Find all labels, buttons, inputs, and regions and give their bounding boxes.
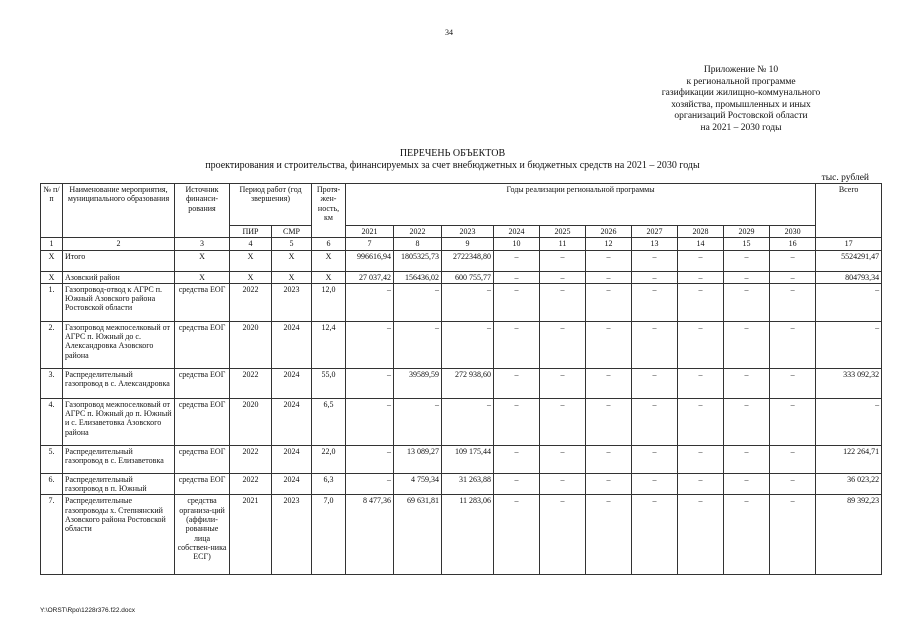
column-number: 7 <box>346 238 394 250</box>
table-cell: – <box>540 368 586 398</box>
table-cell: – <box>346 321 394 368</box>
header-year: 2027 <box>632 226 678 238</box>
column-number: 14 <box>678 238 724 250</box>
table-cell: Распределительные газопроводы х. Степнянский Азовского района Ростовской области <box>63 495 175 575</box>
table-cell: Распределительный газопровод в с. Александровка <box>63 368 175 398</box>
table-cell: – <box>394 283 442 321</box>
table-cell: – <box>816 321 882 368</box>
table-cell: – <box>346 398 394 445</box>
table-cell: 7,0 <box>312 495 346 575</box>
table-cell: – <box>540 445 586 473</box>
table-cell: – <box>724 321 770 368</box>
table-cell: – <box>540 250 586 271</box>
table-cell: Х <box>312 271 346 283</box>
table-cell: – <box>586 368 632 398</box>
table-cell: – <box>586 321 632 368</box>
table-cell: – <box>724 473 770 495</box>
table-cell: – <box>346 473 394 495</box>
table-cell: – <box>394 398 442 445</box>
table-cell: 4 759,34 <box>394 473 442 495</box>
table-cell: – <box>586 495 632 575</box>
table-cell: – <box>586 271 632 283</box>
table-row <box>41 283 882 321</box>
table-cell: – <box>724 445 770 473</box>
table-cell: – <box>770 495 816 575</box>
table-cell: – <box>632 321 678 368</box>
table-cell: Х <box>230 271 272 283</box>
column-number: 9 <box>442 238 494 250</box>
table-cell: Х <box>312 250 346 271</box>
table-cell: 27 037,42 <box>346 271 394 283</box>
column-number: 11 <box>540 238 586 250</box>
table-row <box>41 250 882 271</box>
table-cell: 5. <box>41 445 63 473</box>
column-number: 10 <box>494 238 540 250</box>
table-cell: – <box>586 398 632 445</box>
table-row <box>41 368 882 398</box>
table-cell: 122 264,71 <box>816 445 882 473</box>
table-cell: 2021 <box>230 495 272 575</box>
table-cell: 2. <box>41 321 63 368</box>
table-cell: 3. <box>41 368 63 398</box>
header-smr: СМР <box>272 226 312 238</box>
column-number: 13 <box>632 238 678 250</box>
column-number: 1 <box>41 238 63 250</box>
table-cell: средства организа-ций (аффили-рованные лица собствен-ника ЕСГ) <box>175 495 230 575</box>
table-cell: – <box>632 473 678 495</box>
table-cell: Х <box>272 250 312 271</box>
header-year: 2028 <box>678 226 724 238</box>
table-row <box>41 271 882 283</box>
header-year: 2023 <box>442 226 494 238</box>
table-cell: 6,3 <box>312 473 346 495</box>
table-cell: – <box>442 283 494 321</box>
appendix-line: газификации жилищно-коммунального <box>661 88 821 98</box>
table-cell: 39589,59 <box>394 368 442 398</box>
table-row <box>41 321 882 368</box>
table-cell: 55,0 <box>312 368 346 398</box>
table-cell: Х <box>230 250 272 271</box>
table-cell: 156436,02 <box>394 271 442 283</box>
table-cell: Итого <box>63 250 175 271</box>
table-cell: – <box>494 445 540 473</box>
column-number: 12 <box>586 238 632 250</box>
header-name: Наименование мероприятия, муниципального образования <box>63 184 175 238</box>
table-cell: Газопровод межпоселковый от АГРС п. Южный до с. Александровка Азовского района <box>63 321 175 368</box>
table-cell: – <box>678 368 724 398</box>
table-cell: – <box>678 321 724 368</box>
table-cell: – <box>632 271 678 283</box>
table-cell: – <box>770 473 816 495</box>
appendix-note <box>621 65 861 134</box>
unit-label: тыс. рублей <box>821 173 869 183</box>
page-number: 34 <box>445 28 453 37</box>
title-main: ПЕРЕЧЕНЬ ОБЪЕКТОВ <box>399 148 506 159</box>
table-cell: 2024 <box>272 321 312 368</box>
table-cell: – <box>540 321 586 368</box>
table-cell: – <box>770 271 816 283</box>
table-cell: – <box>540 271 586 283</box>
table-cell: 12,0 <box>312 283 346 321</box>
table-cell: – <box>770 283 816 321</box>
table-cell: – <box>346 368 394 398</box>
table-cell: – <box>540 473 586 495</box>
header-year: 2021 <box>346 226 394 238</box>
table-cell: 5524291,47 <box>816 250 882 271</box>
table-cell: 2022 <box>230 368 272 398</box>
appendix-line: организаций Ростовской области <box>674 111 808 121</box>
appendix-line: к региональной программе <box>686 76 796 87</box>
table-cell: средства ЕОГ <box>175 368 230 398</box>
table-cell: – <box>678 283 724 321</box>
table-cell: 1805325,73 <box>394 250 442 271</box>
column-number: 8 <box>394 238 442 250</box>
title-subtitle: проектирования и строительства, финансируемых за счет внебюджетных и бюджетных средств на 2021 – 2030 годы <box>205 159 700 171</box>
appendix-line: Приложение № 10 <box>703 65 779 75</box>
header-year: 2025 <box>540 226 586 238</box>
table-row <box>41 398 882 445</box>
table-cell: 2022 <box>230 283 272 321</box>
objects-table <box>40 183 882 575</box>
table-cell: средства ЕОГ <box>175 321 230 368</box>
table-cell: – <box>724 250 770 271</box>
table-cell: 2722348,80 <box>442 250 494 271</box>
header-years-group: Годы реализации региональной программы <box>346 184 816 226</box>
table-cell: 2022 <box>230 473 272 495</box>
table-cell: – <box>632 250 678 271</box>
table-cell: Х <box>41 271 63 283</box>
table-cell: 333 092,32 <box>816 368 882 398</box>
table-cell: – <box>724 495 770 575</box>
column-number: 2 <box>63 238 175 250</box>
column-number: 15 <box>724 238 770 250</box>
table-cell: 8 477,36 <box>346 495 394 575</box>
header-year: 2030 <box>770 226 816 238</box>
table-cell: Х <box>175 271 230 283</box>
table-cell: – <box>632 368 678 398</box>
header-length: Протя-жен-ность, км <box>312 184 346 238</box>
table-cell: – <box>540 398 586 445</box>
table-cell: – <box>678 398 724 445</box>
table-cell: 2024 <box>272 445 312 473</box>
table-cell: – <box>494 368 540 398</box>
table-cell: – <box>494 495 540 575</box>
header-period: Период работ (год звершения) <box>230 184 312 226</box>
table-cell: 804793,34 <box>816 271 882 283</box>
table-cell: Азовский район <box>63 271 175 283</box>
table-cell: 2024 <box>272 473 312 495</box>
table-cell: – <box>586 283 632 321</box>
table-cell: Газопровод-отвод к АГРС п. Южный Азовского района Ростовской области <box>63 283 175 321</box>
table-cell: – <box>494 250 540 271</box>
table-cell: 11 283,06 <box>442 495 494 575</box>
appendix-line: на 2021 – 2030 годы <box>700 122 782 133</box>
table-cell: 2023 <box>272 283 312 321</box>
table-cell: – <box>816 283 882 321</box>
table-cell: – <box>586 445 632 473</box>
table-cell: – <box>586 250 632 271</box>
table-cell: – <box>632 398 678 445</box>
table-cell: – <box>346 283 394 321</box>
table-cell: 6,5 <box>312 398 346 445</box>
table-cell: Х <box>41 250 63 271</box>
table-cell: средства ЕОГ <box>175 283 230 321</box>
table-row <box>41 473 882 495</box>
table-cell: – <box>632 445 678 473</box>
column-number: 6 <box>312 238 346 250</box>
table-cell: – <box>816 398 882 445</box>
table-cell: – <box>770 321 816 368</box>
table-cell: – <box>346 445 394 473</box>
table-cell: – <box>678 445 724 473</box>
table-cell: 272 938,60 <box>442 368 494 398</box>
table-cell: – <box>394 321 442 368</box>
table-cell: – <box>724 283 770 321</box>
table-cell: – <box>494 271 540 283</box>
table-cell: 22,0 <box>312 445 346 473</box>
table-cell: средства ЕОГ <box>175 398 230 445</box>
document-title <box>0 148 905 171</box>
table-cell: – <box>678 271 724 283</box>
table-cell: 109 175,44 <box>442 445 494 473</box>
header-year: 2024 <box>494 226 540 238</box>
table-row <box>41 495 882 575</box>
table-cell: – <box>678 473 724 495</box>
table-cell: 36 023,22 <box>816 473 882 495</box>
table-cell: – <box>540 283 586 321</box>
table-cell: 69 631,81 <box>394 495 442 575</box>
table-cell: 2022 <box>230 445 272 473</box>
table-cell: – <box>724 368 770 398</box>
table-cell: 600 755,77 <box>442 271 494 283</box>
table-cell: 7. <box>41 495 63 575</box>
header-pir: ПИР <box>230 226 272 238</box>
table-cell: – <box>770 445 816 473</box>
table-cell: 2024 <box>272 368 312 398</box>
header-num: № п/п <box>41 184 63 238</box>
table-cell: 2023 <box>272 495 312 575</box>
header-total: Всего <box>816 184 882 238</box>
table-cell: 31 263,88 <box>442 473 494 495</box>
table-cell: – <box>494 283 540 321</box>
table-cell: – <box>724 398 770 445</box>
appendix-line: хозяйства, промышленных и иных <box>671 99 811 110</box>
table-cell: 2024 <box>272 398 312 445</box>
table-row <box>41 445 882 473</box>
table-cell: – <box>586 473 632 495</box>
table-cell: средства ЕОГ <box>175 473 230 495</box>
table-cell: 2020 <box>230 398 272 445</box>
table-cell: – <box>678 495 724 575</box>
table-cell: Распределительный газопровод в с. Елизаветовка <box>63 445 175 473</box>
table-cell: – <box>540 495 586 575</box>
table-cell: Газопровод межпоселковый от АГРС п. Южный до п. Южный и с. Елизаветовка Азовского района <box>63 398 175 445</box>
table-cell: – <box>770 398 816 445</box>
table-cell: 996616,94 <box>346 250 394 271</box>
file-path-footer: Y:\ORST\Rpo\1228r376.f22.docx <box>40 607 136 614</box>
table-cell: – <box>494 473 540 495</box>
column-number: 5 <box>272 238 312 250</box>
column-number: 16 <box>770 238 816 250</box>
table-cell: 12,4 <box>312 321 346 368</box>
table-cell: – <box>442 398 494 445</box>
table-cell: – <box>442 321 494 368</box>
table-cell: 1. <box>41 283 63 321</box>
table-cell: 6. <box>41 473 63 495</box>
table-cell: Х <box>272 271 312 283</box>
table-cell: Распределительный газопровод в п. Южный <box>63 473 175 495</box>
header-year: 2026 <box>586 226 632 238</box>
table-cell: – <box>632 283 678 321</box>
table-cell: – <box>770 368 816 398</box>
table-cell: Х <box>175 250 230 271</box>
table-cell: 89 392,23 <box>816 495 882 575</box>
column-number: 17 <box>816 238 882 250</box>
table-cell: – <box>494 321 540 368</box>
header-year: 2022 <box>394 226 442 238</box>
table-cell: – <box>770 250 816 271</box>
table-cell: – <box>632 495 678 575</box>
table-cell: средства ЕОГ <box>175 445 230 473</box>
header-source: Источник финанси-рования <box>175 184 230 238</box>
table-cell: – <box>724 271 770 283</box>
table-cell: – <box>678 250 724 271</box>
table-cell: 2020 <box>230 321 272 368</box>
column-number: 4 <box>230 238 272 250</box>
header-year: 2029 <box>724 226 770 238</box>
table-cell: 13 089,27 <box>394 445 442 473</box>
table-cell: 4. <box>41 398 63 445</box>
table-cell: – <box>494 398 540 445</box>
column-number: 3 <box>175 238 230 250</box>
